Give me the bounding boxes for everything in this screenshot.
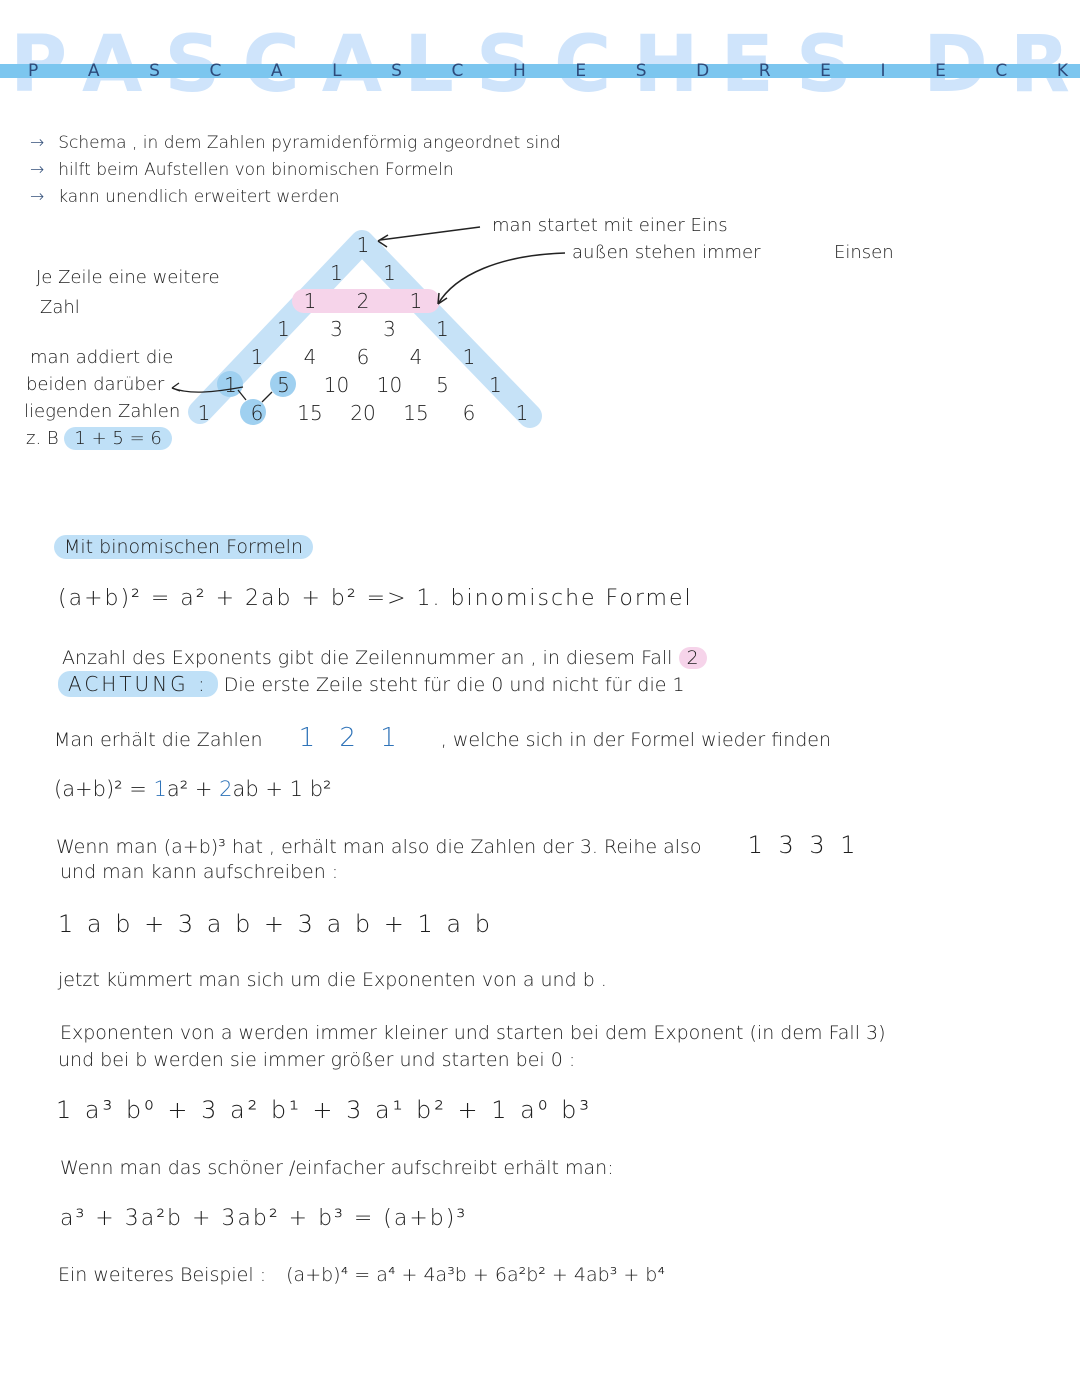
formula-2-part-2: ab + 1 b² xyxy=(232,777,332,801)
triangle-number: 1 xyxy=(224,373,237,397)
exponent-note xyxy=(62,645,707,671)
formula-1: (a+b)² = a² + 2ab + b² => 1. binomische Formel xyxy=(58,586,693,611)
formula-2-coef-2: 2 xyxy=(219,777,233,801)
triangle-number: 1 xyxy=(356,233,370,257)
annotation-start: man startet mit einer Eins xyxy=(492,215,728,236)
numbers-row: 1 2 1 xyxy=(298,723,405,753)
exponent-rule-2: und bei b werden sie immer größer und starten bei 0 : xyxy=(58,1049,576,1071)
triangle-number: 15 xyxy=(403,401,429,425)
bullet-text: kann unendlich erweitert werden xyxy=(58,187,340,207)
title-letter: S xyxy=(149,61,160,81)
triangle-number: 1 xyxy=(303,289,317,313)
triangle-number: 5 xyxy=(277,373,290,397)
annotation-outside: außen stehen immer xyxy=(572,242,761,263)
title-letter: E xyxy=(820,61,831,81)
title-letter: S xyxy=(635,61,647,81)
exponent-rule-1: Exponenten von a werden immer kleiner und starten bei dem Exponent (in dem Fall 3) xyxy=(60,1022,886,1044)
achtung-text: Die erste Zeile steht für die 0 und nicht für die 1 xyxy=(223,674,685,696)
triangle-number: 3 xyxy=(383,317,396,341)
annotation-sum-1: man addiert die xyxy=(30,347,174,368)
triangle-number: 1 xyxy=(383,261,396,285)
simplify-text: Wenn man das schöner /einfacher aufschreibt erhält man: xyxy=(60,1157,614,1179)
example-label: Ein weiteres Beispiel : xyxy=(58,1264,267,1286)
triangle-number: 1 xyxy=(515,401,529,425)
annotation-example xyxy=(26,425,172,452)
example-formula: (a+b)⁴ = a⁴ + 4a³b + 6a²b² + 4ab³ + b⁴ xyxy=(286,1264,665,1286)
arrow-right-icon: → xyxy=(30,187,45,207)
triangle-number: 10 xyxy=(323,373,350,397)
formula-2-part-1: a² + xyxy=(166,777,220,801)
page-title-letters xyxy=(28,61,1068,81)
triangle-number: 1 xyxy=(462,345,476,369)
cube-line-1-text: Wenn man (a+b)³ hat , erhält man also die Zahlen der 3. Reihe also xyxy=(56,836,702,858)
triangle-number: 4 xyxy=(409,345,423,369)
annotation-sum-2: beiden darüber xyxy=(26,374,165,395)
title-letter: H xyxy=(513,61,526,81)
triangle-number: 6 xyxy=(356,345,370,369)
achtung-label: ACHTUNG : xyxy=(58,671,218,697)
arrow-to-edge xyxy=(438,253,565,304)
exponent-case: 2 xyxy=(679,647,707,669)
triangle-number: 6 xyxy=(250,401,264,425)
intro-bullet-2 xyxy=(30,160,454,180)
triangle-number: 1 xyxy=(409,289,423,313)
example-line xyxy=(58,1262,665,1288)
triangle-number: 10 xyxy=(376,373,403,397)
title-letter: E xyxy=(935,61,946,81)
achtung-line xyxy=(58,671,685,698)
cube-line-1 xyxy=(56,832,860,860)
exponent-hint: jetzt kümmert man sich um die Exponenten von a und b . xyxy=(58,969,607,991)
formula-2 xyxy=(54,777,331,801)
example-prefix: z. B xyxy=(26,428,59,449)
triangle-outline-band xyxy=(200,242,530,416)
title-letter: R xyxy=(758,61,771,81)
title-letter: A xyxy=(87,61,100,81)
arrow-to-top xyxy=(380,227,480,240)
bullet-text: Schema , in dem Zahlen pyramidenförmig angeordnet sind xyxy=(58,133,561,153)
arrow-right-icon: → xyxy=(30,133,45,153)
formula-2-prefix: (a+b)² = xyxy=(54,777,154,801)
intro-bullet-1 xyxy=(30,133,561,153)
numbers-line xyxy=(54,725,831,753)
expansion-1: 1 a b + 3 a b + 3 a b + 1 a b xyxy=(58,910,493,938)
title-letter: E xyxy=(575,61,587,81)
annotation-sum-3: liegenden Zahlen xyxy=(24,401,181,422)
section-heading-text: Mit binomischen Formeln xyxy=(54,535,313,559)
triangle-number: 6 xyxy=(462,401,476,425)
numbers-outro: , welche sich in der Formel wieder finden xyxy=(440,729,832,751)
triangle-number: 1 xyxy=(277,317,290,341)
annotation-per-row-1: Je Zeile eine weitere xyxy=(36,267,220,288)
triangle-number: 3 xyxy=(330,317,343,341)
exponent-note-text: Anzahl des Exponents gibt die Zeilennummer an , in diesem Fall xyxy=(62,647,673,669)
title-letter: C xyxy=(995,61,1008,81)
bullet-text: hilft beim Aufstellen von binomischen Formeln xyxy=(58,160,454,180)
triangle-number: 1 xyxy=(250,345,264,369)
title-letter: I xyxy=(880,61,886,81)
annotation-outside-word: Einsen xyxy=(834,242,894,263)
triangle-number: 5 xyxy=(436,373,449,397)
title-letter: L xyxy=(332,61,342,81)
title-letter: C xyxy=(209,61,222,81)
title-letter: D xyxy=(696,61,710,81)
section-heading xyxy=(54,536,313,558)
triangle-number: 15 xyxy=(297,401,323,425)
title-letter: A xyxy=(270,61,283,81)
triangle-number: 1 xyxy=(197,401,211,425)
triangle-number: 1 xyxy=(330,261,343,285)
example-sum: 1 + 5 = 6 xyxy=(64,427,171,450)
cube-line-2: und man kann aufschreiben : xyxy=(60,861,339,883)
triangle-number: 20 xyxy=(350,401,376,425)
title-letter: K xyxy=(1056,61,1068,81)
arrow-right-icon: → xyxy=(30,160,45,180)
triangle-number: 2 xyxy=(356,289,370,313)
title-letter: P xyxy=(28,61,39,81)
annotation-per-row-2: Zahl xyxy=(40,297,80,318)
triangle-number: 4 xyxy=(303,345,317,369)
numbers-intro: Man erhält die Zahlen xyxy=(54,729,263,751)
expansion-2: 1 a³ b⁰ + 3 a² b¹ + 3 a¹ b² + 1 a⁰ b³ xyxy=(56,1096,592,1124)
title-letter: S xyxy=(391,61,402,81)
result-formula: a³ + 3a²b + 3ab² + b³ = (a+b)³ xyxy=(60,1206,468,1231)
cube-numbers: 1 3 3 1 xyxy=(747,831,860,859)
triangle-number: 1 xyxy=(436,317,449,341)
title-letter: C xyxy=(451,61,464,81)
triangle-number: 1 xyxy=(489,373,502,397)
formula-2-coef-1: 1 xyxy=(153,777,167,801)
